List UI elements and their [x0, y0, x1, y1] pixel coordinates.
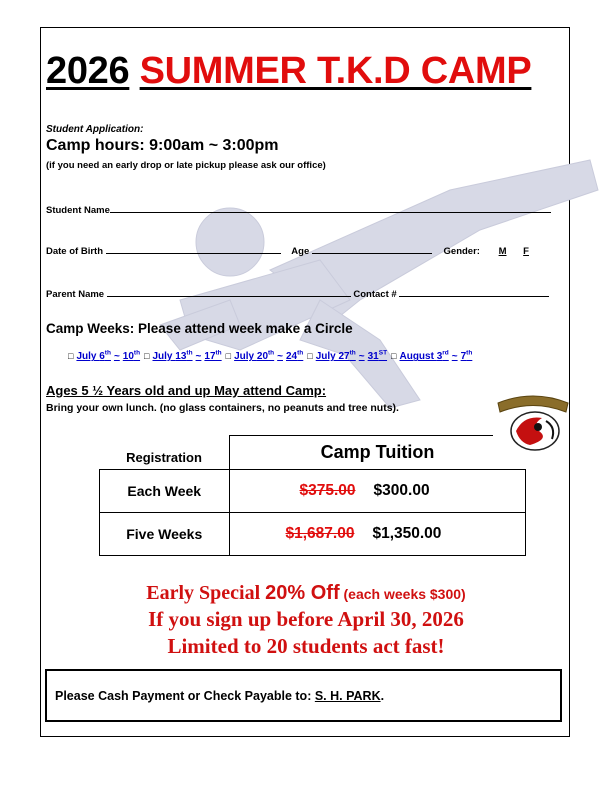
week-date-suffix: th	[268, 350, 275, 357]
row-label-each-week: Each Week	[100, 470, 230, 513]
hours-note: (if you need an early drop or late pickup please ask our office)	[46, 160, 326, 171]
week-date-text: 6	[99, 351, 105, 363]
kick-silhouette-watermark	[120, 150, 600, 410]
promo-deadline: If you sign up before April 30, 2026	[148, 607, 464, 631]
week-option[interactable]	[152, 351, 221, 362]
week-date-text: July	[152, 351, 176, 363]
student-name-row	[46, 203, 551, 216]
new-price: $300.00	[373, 482, 430, 499]
title-camp-name: SUMMER T.K.D CAMP	[139, 50, 532, 92]
week-date-suffix: rd	[442, 350, 449, 357]
ages-line: Ages 5 ½ Years old and up May attend Camp:	[46, 383, 327, 398]
week-date-suffix: th	[186, 350, 193, 357]
week-date-text: 13	[175, 351, 187, 363]
dob-row	[46, 244, 529, 257]
week-date-text: 24	[286, 351, 298, 363]
parent-name-label: Parent Name	[46, 289, 105, 300]
table-row	[100, 513, 526, 556]
week-date-text: 10	[122, 351, 134, 363]
old-price: $1,687.00	[285, 525, 355, 542]
fee-table	[99, 435, 526, 556]
camp-weeks-title: Camp Weeks: Please attend week make a Circle	[46, 321, 353, 336]
payment-period: .	[380, 689, 385, 703]
promo-early-special	[40, 582, 572, 605]
dob-field[interactable]	[106, 244, 281, 254]
week-date-suffix: th	[297, 350, 304, 357]
week-checkbox[interactable]: □	[68, 351, 74, 362]
gender-m-option[interactable]: M	[498, 246, 507, 257]
week-range-separator: ~	[451, 351, 458, 363]
fee-table-header	[100, 435, 526, 470]
promo-weekly-note: (each weeks $300)	[339, 586, 466, 602]
registration-header: Registration	[100, 435, 230, 470]
week-date-suffix: th	[215, 350, 222, 357]
week-checkbox[interactable]: □	[144, 351, 150, 362]
week-date-text: 27	[338, 351, 350, 363]
price-cell	[229, 513, 526, 556]
table-row	[100, 470, 526, 513]
week-checkbox[interactable]: □	[225, 351, 232, 362]
camp-weeks-list	[64, 350, 472, 362]
gender-f-option[interactable]: F	[523, 246, 529, 257]
week-checkbox[interactable]: □	[391, 351, 397, 362]
contact-field[interactable]	[399, 287, 549, 297]
week-range-separator: ~	[195, 351, 202, 363]
student-name-field[interactable]	[110, 203, 551, 213]
week-date-text: July	[315, 351, 339, 363]
week-date-suffix: th	[466, 350, 473, 357]
old-price: $375.00	[299, 482, 356, 499]
week-date-text: 7	[460, 351, 467, 363]
parent-name-field[interactable]	[107, 287, 351, 297]
week-option[interactable]	[399, 351, 472, 362]
row-label-five-weeks: Five Weeks	[100, 513, 230, 556]
week-date-text: 20	[256, 351, 269, 363]
week-date-text: 31	[367, 351, 379, 363]
student-name-label: Student Name	[46, 205, 110, 216]
application-label: Student Application:	[46, 124, 144, 135]
promo-discount: 20% Off	[265, 582, 340, 604]
camp-hours: Camp hours: 9:00am ~ 3:00pm	[46, 137, 279, 154]
payment-box	[45, 669, 562, 722]
week-date-text: July	[234, 351, 257, 363]
promo-line1-text: Early Special	[146, 582, 266, 604]
week-date-text: August	[399, 351, 437, 363]
week-option[interactable]	[234, 351, 303, 362]
contact-label: Contact #	[353, 289, 397, 300]
new-price: $1,350.00	[372, 525, 442, 542]
promo-limit: Limited to 20 students act fast!	[167, 634, 445, 658]
payment-text: Please Cash Payment or Check Payable to:	[55, 689, 315, 703]
title-year: 2026	[46, 50, 130, 92]
week-date-text: 17	[204, 351, 216, 363]
week-option[interactable]	[76, 351, 140, 362]
age-field[interactable]	[312, 244, 432, 254]
week-date-text: July	[76, 351, 100, 363]
parent-row	[46, 287, 549, 300]
lunch-note: Bring your own lunch. (no glass containers, no peanuts and tree nuts).	[46, 402, 399, 414]
week-date-suffix: th	[133, 350, 141, 357]
week-range-separator: ~	[358, 351, 365, 363]
week-date-suffix: ST	[378, 350, 388, 357]
dob-label: Date of Birth	[46, 246, 103, 257]
week-checkbox[interactable]: □	[307, 351, 313, 362]
week-date-text: 3	[436, 351, 443, 363]
price-cell	[229, 470, 526, 513]
payee-name: S. H. PARK	[314, 689, 381, 703]
age-label: Age	[291, 246, 310, 257]
week-range-separator: ~	[277, 351, 283, 363]
week-date-suffix: th	[349, 350, 356, 357]
week-option[interactable]	[316, 351, 387, 362]
week-range-separator: ~	[113, 351, 120, 363]
tuition-header: Camp Tuition	[229, 435, 526, 470]
gender-label: Gender:	[443, 246, 480, 257]
week-date-suffix: th	[104, 350, 111, 357]
page-title	[46, 50, 531, 93]
